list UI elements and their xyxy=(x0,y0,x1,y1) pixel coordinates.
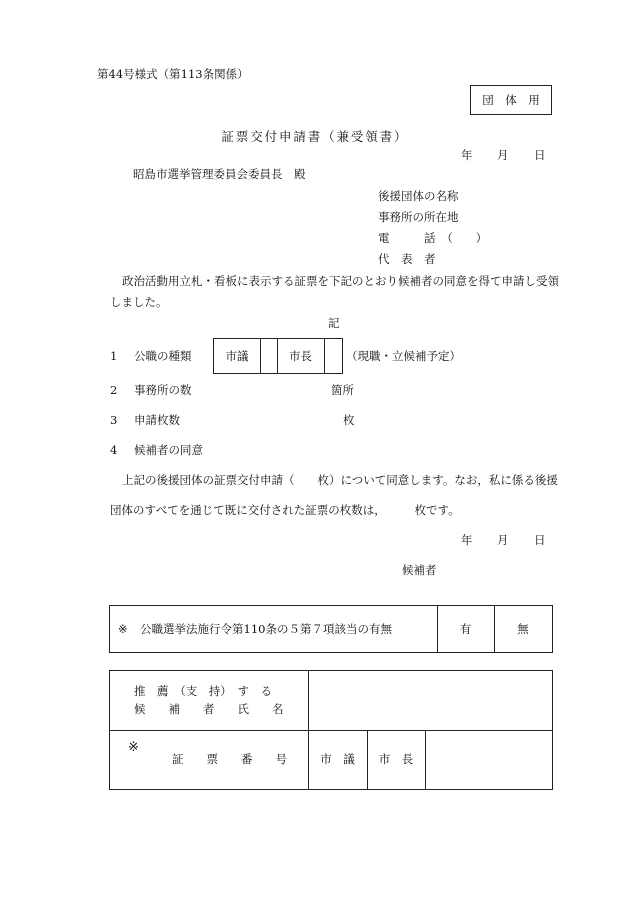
law-check-table xyxy=(109,605,553,653)
item2-label: 事務所の数 xyxy=(134,383,192,397)
date2-year: 年 xyxy=(461,533,473,547)
certificate-shigi: 市 議 xyxy=(320,752,355,766)
consent-line2: 団体のすべてを通じて既に交付された証票の枚数は， 枚です。 xyxy=(110,503,460,517)
certificate-number-label: 証 票 番 号 xyxy=(172,752,287,766)
recommended-candidate-label-line1: 推 薦 （支 持） す る xyxy=(134,684,272,698)
divider xyxy=(425,730,426,789)
status-note: （現職・立候補予定） xyxy=(346,349,461,363)
divider xyxy=(110,730,552,731)
law-check-text: 公職選挙法施行令第110条の５第７項該当の有無 xyxy=(140,622,392,636)
divider xyxy=(260,339,261,373)
date-month: 月 xyxy=(497,148,509,162)
item4-label: 候補者の同意 xyxy=(134,443,203,457)
group-use-label: 団 体 用 xyxy=(482,93,540,107)
date-year: 年 xyxy=(461,148,473,162)
office-type-shicho: 市長 xyxy=(289,349,312,363)
item3-unit: 枚 xyxy=(343,413,355,427)
reference-mark: ※ xyxy=(128,740,139,755)
date2-day: 日 xyxy=(534,533,546,547)
date-day: 日 xyxy=(534,148,546,162)
ki-heading: 記 xyxy=(328,316,340,330)
item1-number: 1 xyxy=(110,349,118,363)
law-check-no: 無 xyxy=(517,622,529,636)
office-type-shigi: 市議 xyxy=(225,349,249,363)
office-address-label: 事務所の所在地 xyxy=(378,210,459,224)
document-title: 証票交付申請書（兼受領書） xyxy=(221,129,409,144)
org-name-label: 後援団体の名称 xyxy=(378,189,459,203)
body-text-line2: しました。 xyxy=(110,295,168,309)
certificate-shicho: 市 長 xyxy=(378,752,414,766)
consent-line1: 上記の後援団体の証票交付申請（ 枚）について同意します。なお，私に係る後援 xyxy=(122,473,558,487)
body-text-line1: 政治活動用立札・看板に表示する証票を下記のとおり候補者の同意を得て申請し受領 xyxy=(122,274,559,288)
candidate-label: 候補者 xyxy=(402,563,437,577)
item3-number: 3 xyxy=(110,413,118,427)
form-number: 第44号様式（第113条関係） xyxy=(97,67,249,81)
item4-number: 4 xyxy=(110,443,118,457)
reference-mark: ※ xyxy=(118,622,128,636)
date2-month: 月 xyxy=(497,533,509,547)
recommended-candidate-label-line2: 候 補 者 氏 名 xyxy=(134,702,284,716)
divider xyxy=(324,339,325,373)
recommendation-table xyxy=(109,670,553,790)
representative-label: 代 表 者 xyxy=(378,252,436,266)
item2-unit: 箇所 xyxy=(331,383,354,397)
addressee: 昭島市選挙管理委員会委員長 殿 xyxy=(133,167,306,181)
law-check-yes: 有 xyxy=(459,622,472,636)
item3-label: 申請枚数 xyxy=(134,413,180,427)
group-use-box xyxy=(470,85,552,115)
item2-number: 2 xyxy=(110,383,118,397)
item1-label: 公職の種類 xyxy=(134,349,192,363)
phone-label: 電 話 （ ） xyxy=(378,231,488,245)
office-type-box xyxy=(213,338,343,374)
